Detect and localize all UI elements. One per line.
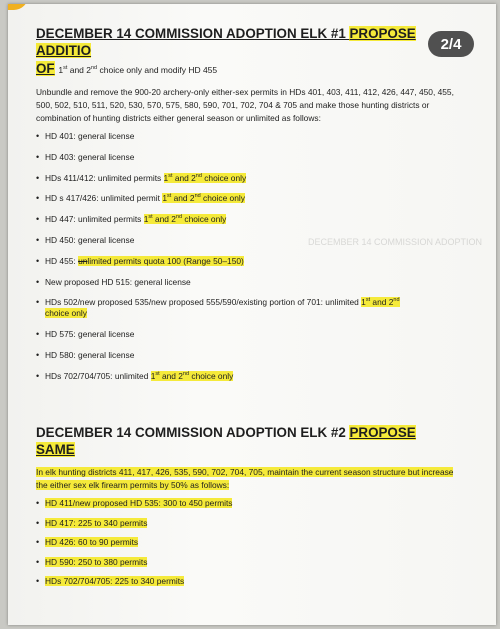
section-2-list [36, 498, 456, 587]
list-item: • HD 417: 225 to 340 permits [36, 518, 456, 529]
section-elk-1 [36, 25, 456, 392]
list-item: • HD 401: general license [36, 131, 456, 142]
list-item: • HD 590: 250 to 380 permits [36, 557, 456, 568]
bleed-through-text: DECEMBER 14 COMMISSION ADOPTION [308, 237, 483, 247]
section-elk-2 [36, 424, 456, 596]
page-counter-badge: 2/4 [428, 31, 474, 57]
list-item: • HD 575: general license [36, 329, 456, 340]
list-item: • HDs 702/704/705: unlimited 1st and 2nd choice only [36, 371, 456, 382]
section-2-heading: DECEMBER 14 COMMISSION ADOPTION ELK #2 PROPOSE SAME [36, 425, 416, 457]
list-item: • HD 403: general license [36, 152, 456, 163]
list-item: • HD 411/new proposed HD 535: 300 to 450 permits [36, 498, 456, 509]
list-item: • HD 426: 60 to 90 permits [36, 537, 456, 548]
list-item: • HDs 702/704/705: 225 to 340 permits [36, 576, 456, 587]
section-1-list [36, 131, 456, 382]
list-item: • HD 580: general license [36, 350, 456, 361]
section-1-heading: DECEMBER 14 COMMISSION ADOPTION ELK #1 PROPOSE ADDITIO [36, 26, 416, 58]
list-item: • New proposed HD 515: general license [36, 277, 456, 288]
section-1-heading-line2: OF 1st and 2nd choice only and modify HD 455 [36, 61, 218, 76]
list-item: • HDs 502/new proposed 535/new proposed 555/590/existing portion of 701: unlimited 1st and 2nd choice only [36, 297, 456, 319]
list-item: • HD 447: unlimited permits 1st and 2nd choice only [36, 214, 456, 225]
list-item: • HD 450: general license [36, 235, 456, 246]
section-1-paragraph: Unbundle and remove the 900-20 archery-only either-sex permits in HDs 401, 403, 411, 412, 426, 447, 450, 455, 500, 502, 510, 511, 520, 530, 570, 575, 580, 590, 701, 702, 704 & 705 and make those hunting districts or combination of hunting districts either general season or unlimited as follows: [36, 87, 454, 123]
section-2-paragraph: In elk hunting districts 411, 417, 426, 535, 590, 702, 704, 705, maintain the current season structure but increase the either sex elk firearm permits by 50% as follows: [36, 467, 454, 490]
list-item: • HD 455: unlimited permits quota 100 (Range 50–150) [36, 256, 456, 267]
list-item: • HD s 417/426: unlimited permit 1st and 2nd choice only [36, 193, 456, 204]
list-item: • HDs 411/412: unlimited permits 1st and 2nd choice only [36, 173, 456, 184]
corner-sticker [8, 4, 28, 10]
